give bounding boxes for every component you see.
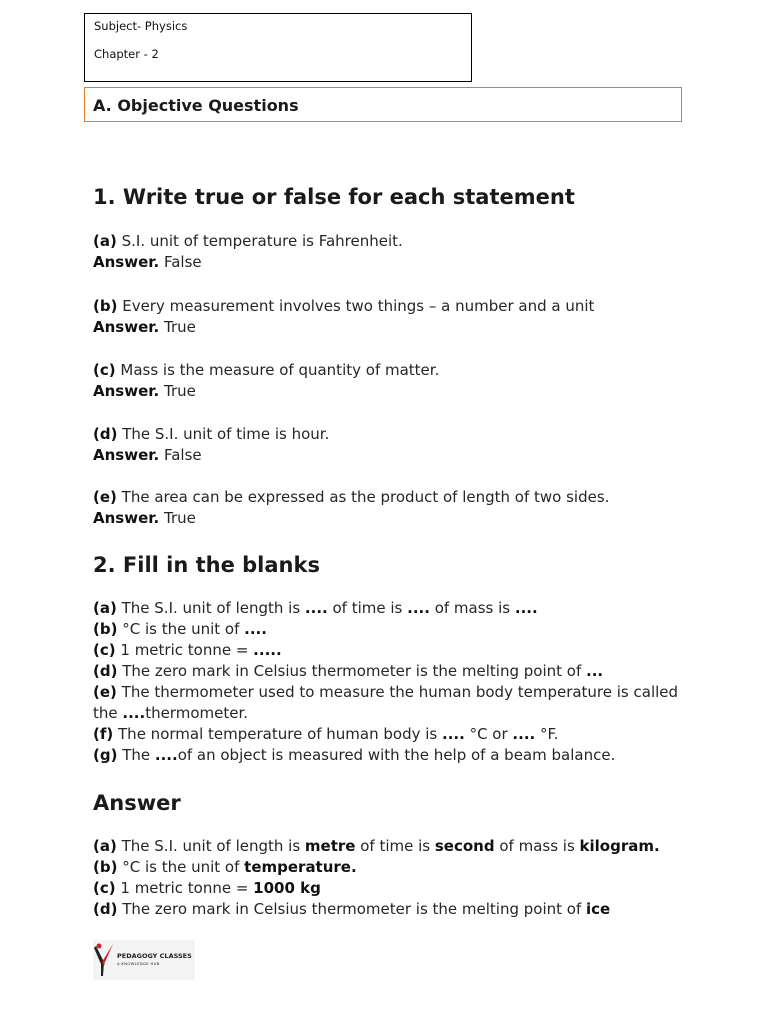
- q2-item-f: (f) The normal temperature of human body is .... °C or .... °F.: [93, 725, 559, 743]
- q1-item-e: (e) The area can be expressed as the product of length of two sides.: [93, 488, 610, 506]
- q2-item-g: (g) The ....of an object is measured with the help of a beam balance.: [93, 746, 616, 764]
- pedagogy-logo-icon: [93, 942, 115, 978]
- q1-item-c: (c) Mass is the measure of quantity of matter.: [93, 361, 440, 379]
- q2-item-e: (e) The thermometer used to measure the human body temperature is called: [93, 683, 679, 701]
- answer-item-c: (c) 1 metric tonne = 1000 kg: [93, 879, 321, 897]
- answer-item-d: (d) The zero mark in Celsius thermometer is the melting point of ice: [93, 900, 611, 918]
- q1-item-b: (b) Every measurement involves two things – a number and a unit: [93, 297, 595, 315]
- q2-item-b: (b) °C is the unit of ....: [93, 620, 267, 638]
- question-2-title: 2. Fill in the blanks: [93, 553, 320, 577]
- question-1-title: 1. Write true or false for each statement: [93, 185, 575, 209]
- q2-item-a: (a) The S.I. unit of length is .... of time is .... of mass is ....: [93, 599, 538, 617]
- q1-answer-d: Answer. False: [93, 446, 202, 464]
- logo-name: PEDAGOGY CLASSES: [117, 952, 192, 960]
- q1-answer-b: Answer. True: [93, 318, 196, 336]
- pedagogy-logo: [93, 940, 195, 980]
- q1-item-d: (d) The S.I. unit of time is hour.: [93, 425, 330, 443]
- q1-item-a: (a) S.I. unit of temperature is Fahrenheit.: [93, 232, 403, 250]
- q2-item-c: (c) 1 metric tonne = .....: [93, 641, 282, 659]
- q1-answer-a: Answer. False: [93, 253, 202, 271]
- answer-item-a: (a) The S.I. unit of length is metre of time is second of mass is kilogram.: [93, 837, 660, 855]
- answer-item-b: (b) °C is the unit of temperature.: [93, 858, 357, 876]
- document-header: [84, 13, 472, 82]
- q2-item-d: (d) The zero mark in Celsius thermometer is the melting point of ...: [93, 662, 604, 680]
- subject-label: Subject- Physics: [94, 19, 188, 33]
- q2-item-e-cont: the ....thermometer.: [93, 704, 249, 722]
- section-title: A. Objective Questions: [84, 87, 682, 122]
- logo-tagline: A KNOWLEDGE HUB: [117, 961, 160, 966]
- chapter-label: Chapter - 2: [94, 47, 159, 61]
- q1-answer-e: Answer. True: [93, 509, 196, 527]
- answer-title: Answer: [93, 791, 181, 815]
- q1-answer-c: Answer. True: [93, 382, 196, 400]
